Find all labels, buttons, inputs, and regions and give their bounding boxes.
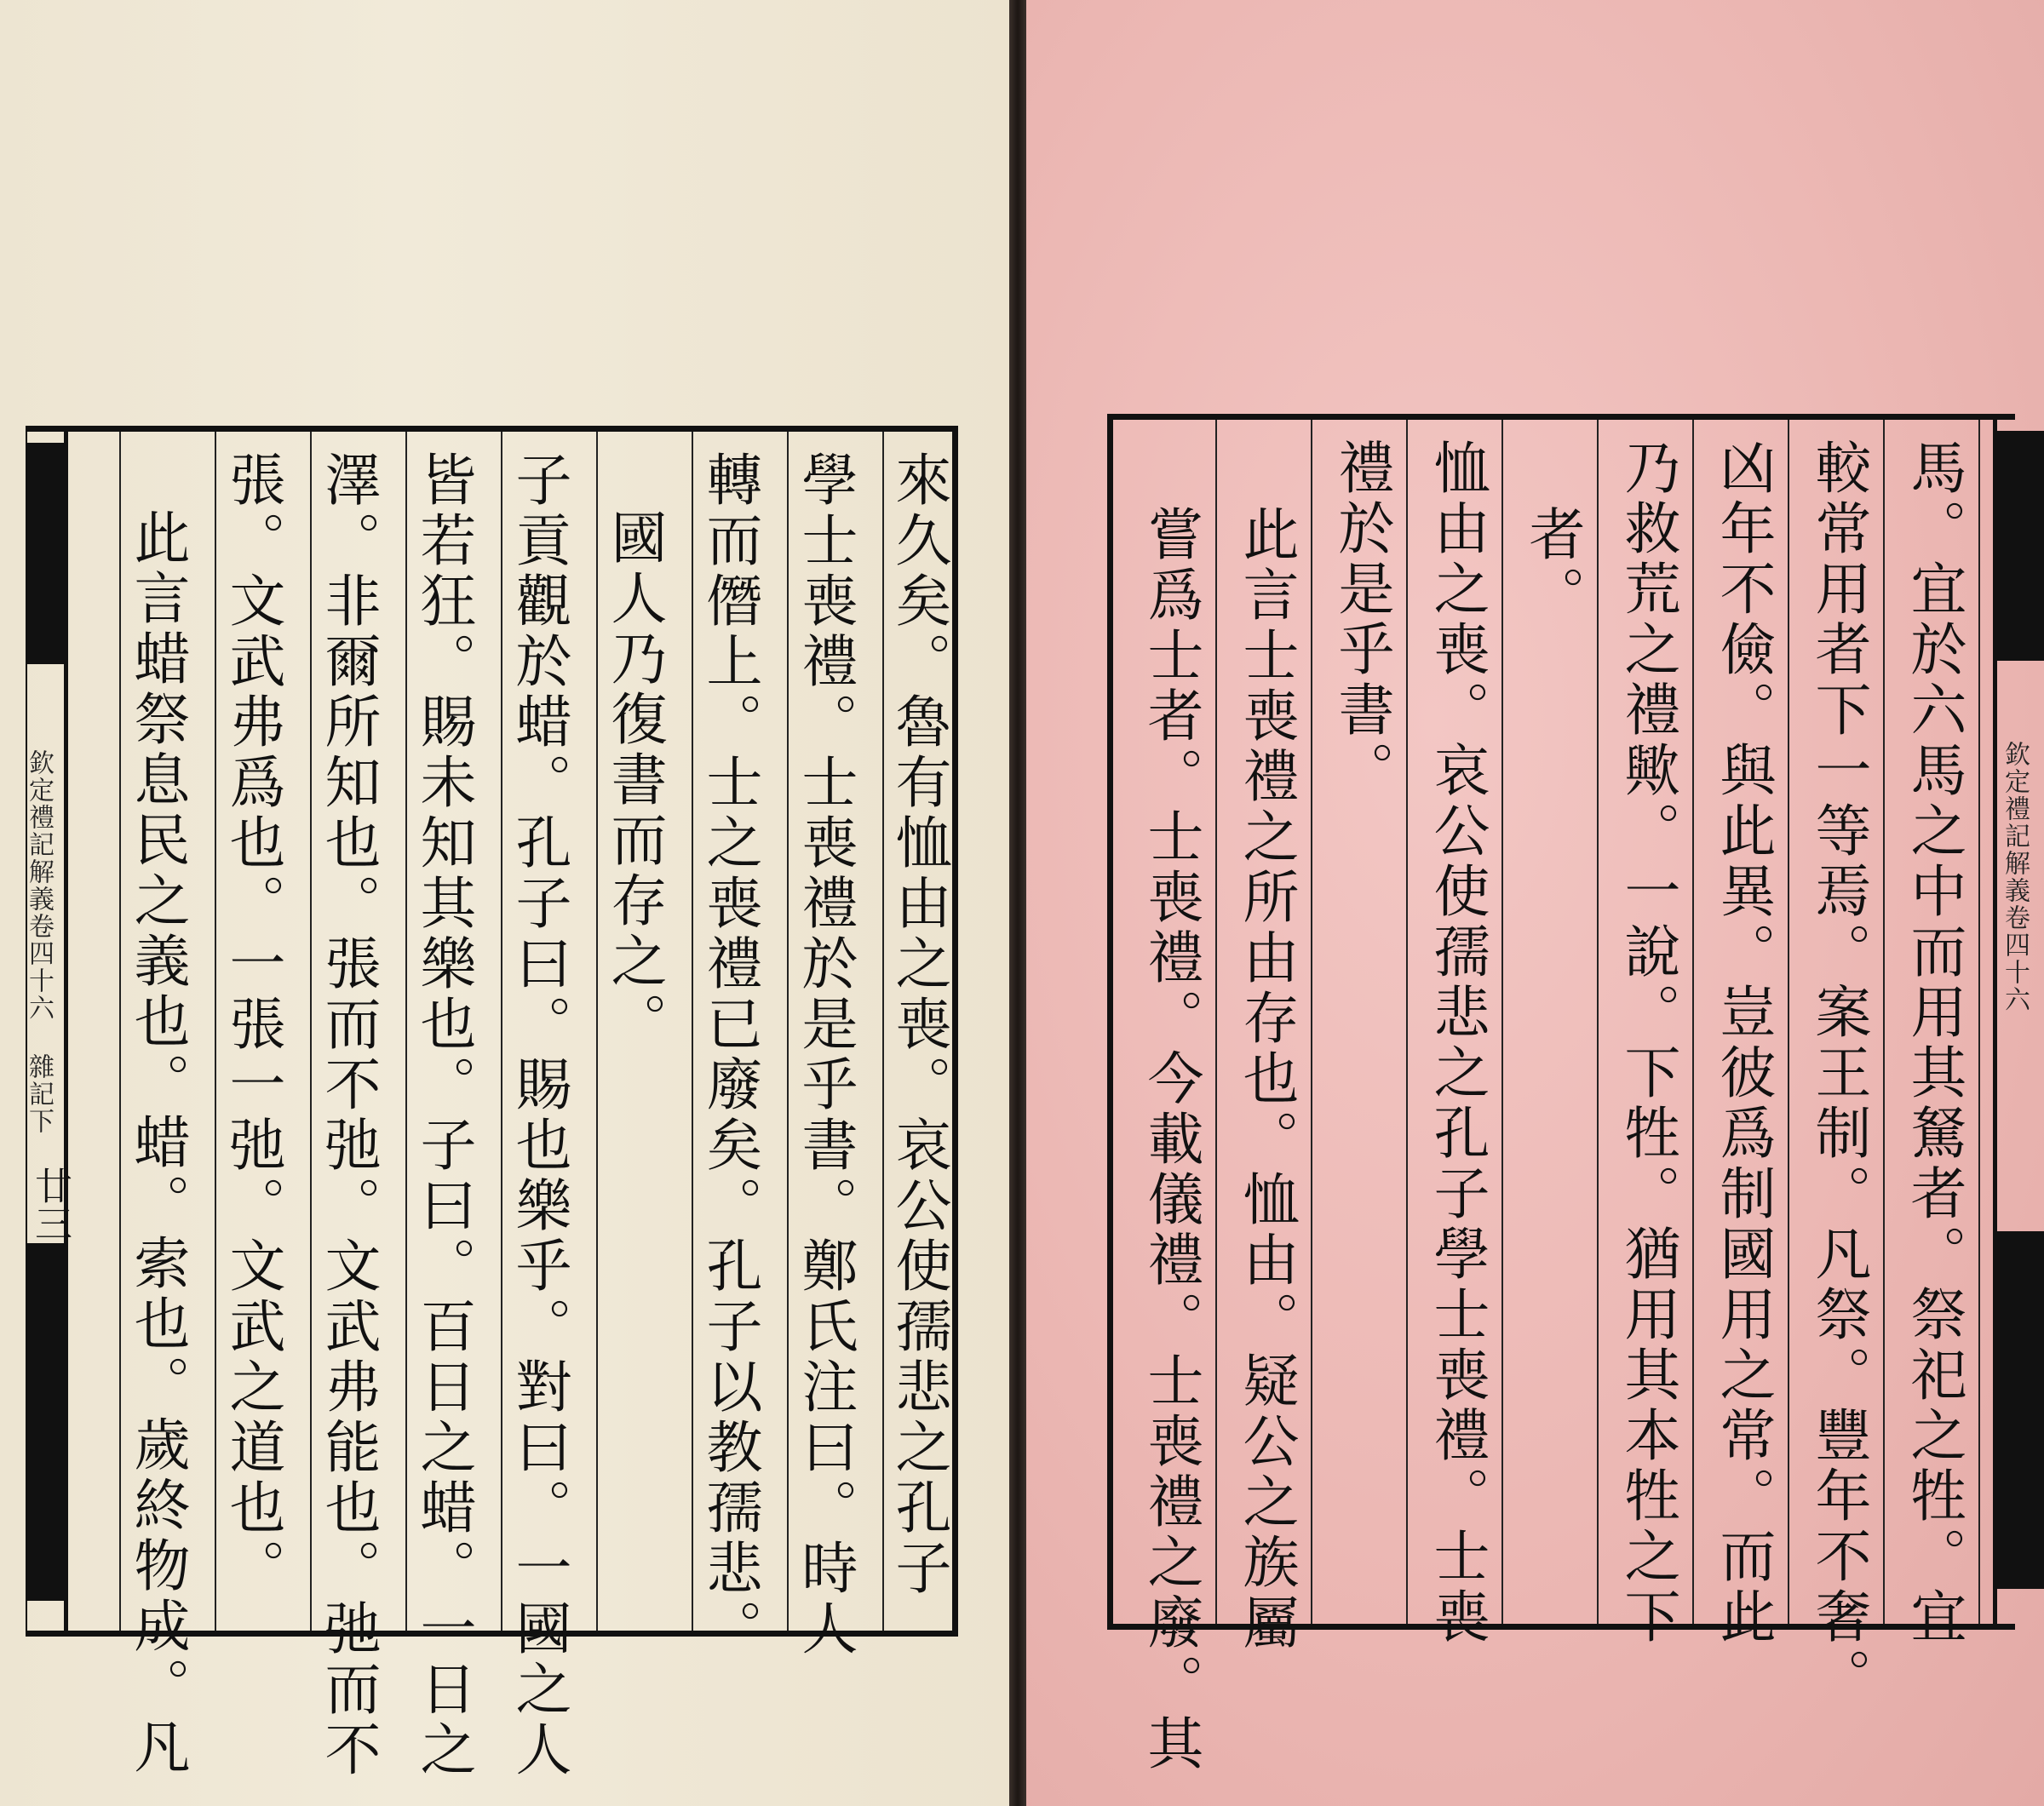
right-center-strip — [1993, 414, 2044, 1630]
left-text-frame — [26, 426, 958, 1780]
right-text-frame — [1107, 414, 2015, 1774]
book-gutter — [1009, 0, 1026, 1806]
left-column-3: 轉而僭上。士之喪禮已廢矣。孔子以教孺悲。 — [697, 450, 762, 1660]
right-column-9: 嘗爲士者。士喪禮。今載儀禮。士喪禮之廢。其 — [1138, 505, 1203, 1774]
right-column-1: 馬。宜於六馬之中而用其駑者。祭祀之牲。宜 — [1901, 439, 1966, 1648]
right-column-4: 乃救荒之禮歟。一說。下牲。猶用其本牲之下 — [1615, 439, 1680, 1648]
left-column-9: 此言蜡祭息民之義也。蜡。索也。歲終物成。凡 — [124, 508, 190, 1778]
right-column-6: 恤由之喪。哀公使孺悲之孔子學士喪禮。士喪 — [1424, 439, 1490, 1648]
left-column-1: 來久矣。魯有恤由之喪。哀公使孺悲之孔子 — [886, 450, 951, 1599]
right-strip-title: 欽定禮記解義卷四十六 — [2000, 741, 2030, 1013]
right-column-7: 禮於是乎書。 — [1329, 439, 1394, 801]
left-column-7: 澤。非爾所知也。張而不弛。文武弗能也。弛而不 — [315, 450, 381, 1780]
left-column-5: 子貢觀於蜡。孔子曰。賜也樂乎。對曰。一國之人 — [506, 450, 571, 1780]
left-column-8: 張。文武弗爲也。一張一弛。文武之道也。 — [220, 450, 285, 1599]
right-column-3: 凶年不儉。與此異。豈彼爲制國用之常。而此 — [1710, 439, 1776, 1648]
right-column-8: 此言士喪禮之所由存也。恤由。疑公之族屬 — [1233, 505, 1299, 1654]
left-strip-title: 欽定禮記解義卷四十六 雜記下 — [24, 749, 54, 1135]
right-column-5: 者。 — [1519, 505, 1585, 626]
left-column-4: 國人乃復書而存之。 — [601, 508, 667, 1052]
left-column-2: 學士喪禮。士喪禮於是乎書。鄭氏注曰。時人 — [792, 450, 858, 1660]
left-page-number: 廿三 — [28, 1167, 72, 1241]
right-column-2: 較常用者下一等焉。案王制。凡祭。豐年不奢。 — [1806, 439, 1871, 1708]
left-column-6: 皆若狂。賜未知其樂也。子曰。百日之蜡。一日之 — [411, 450, 476, 1780]
